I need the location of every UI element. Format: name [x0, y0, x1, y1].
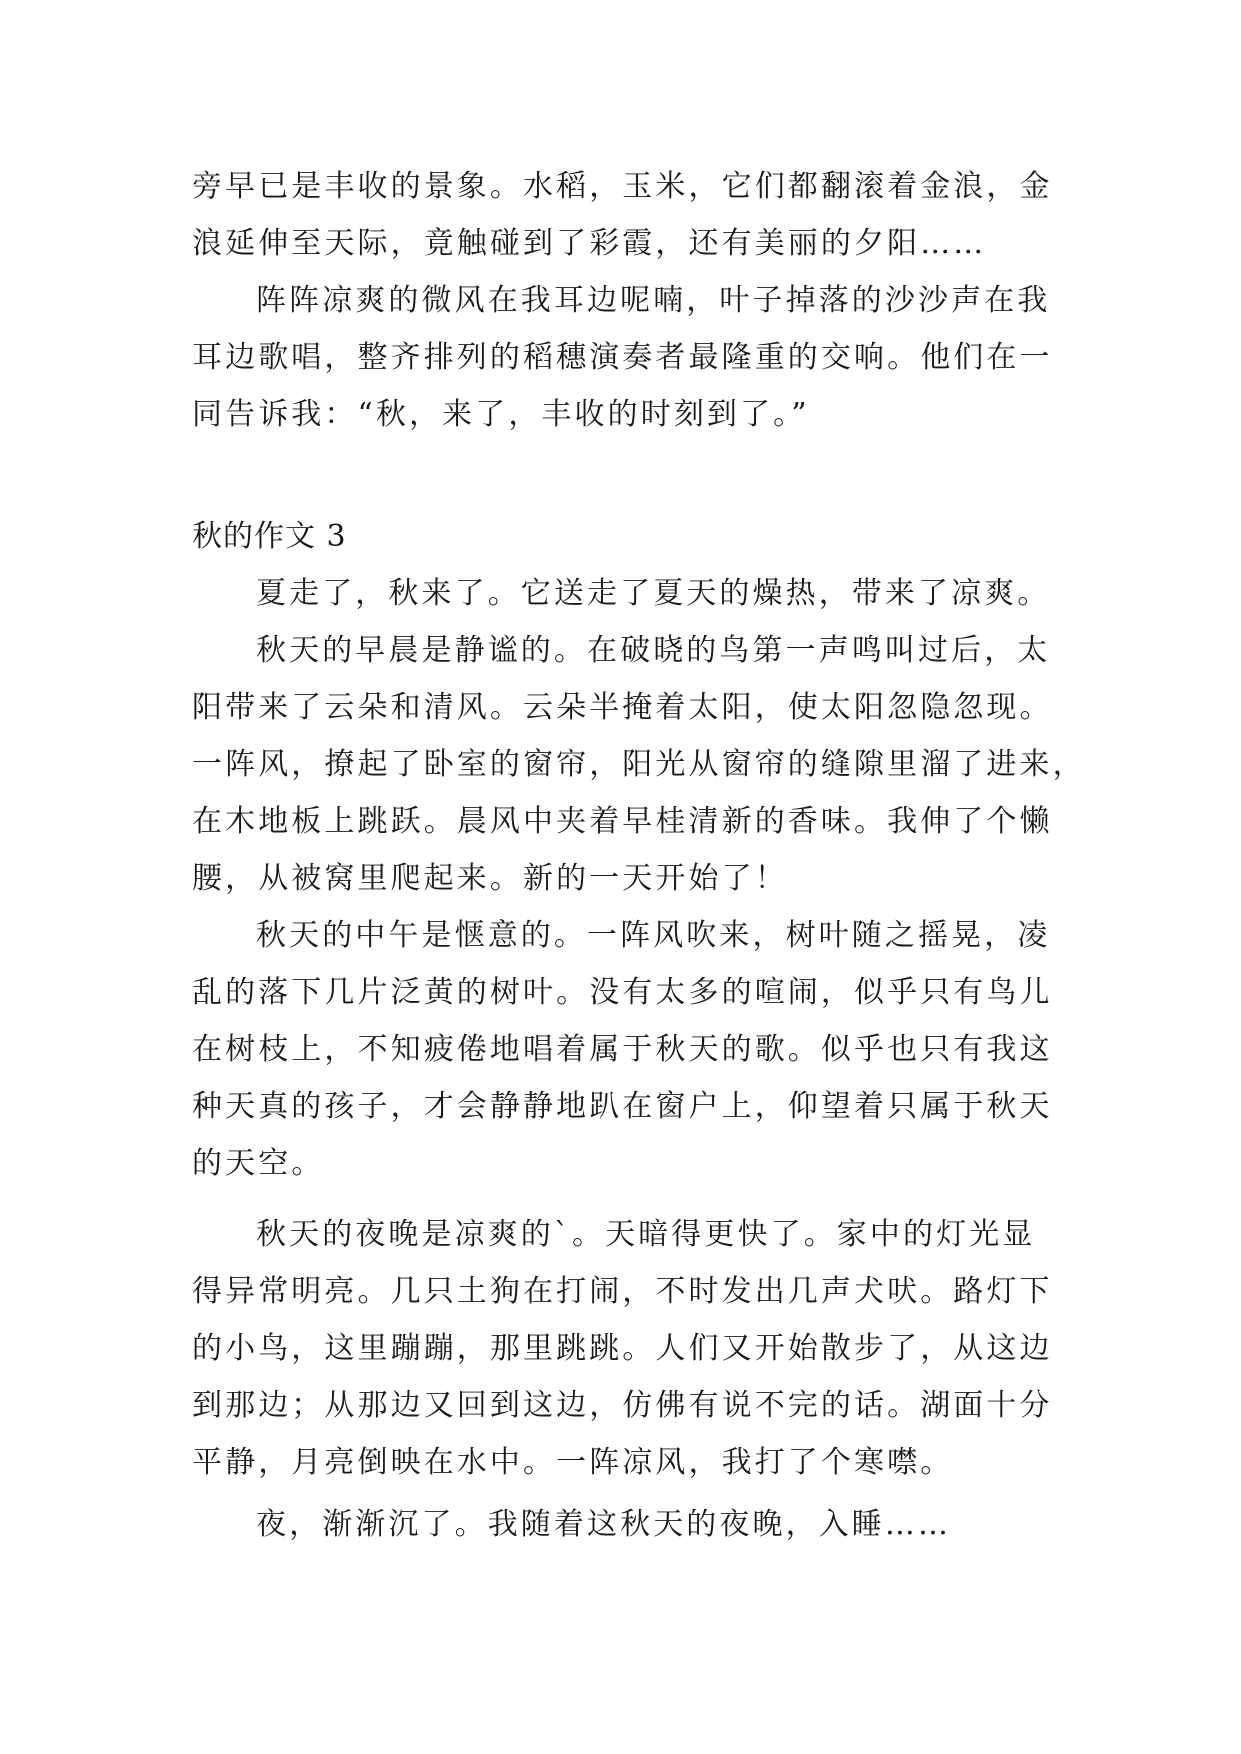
paragraph-line: 秋天的早晨是静谧的。在破晓的鸟第一声鸣叫过后，太	[256, 633, 1051, 668]
paragraph-line: 在树枝上，不知疲倦地唱着属于秋天的歌。似乎也只有我这	[192, 1032, 1053, 1067]
paragraph-line: 腰，从被窝里爬起来。新的一天开始了！	[192, 861, 788, 896]
paragraph-line: 的小鸟，这里蹦蹦，那里跳跳。人们又开始散步了，从这边	[192, 1331, 1053, 1366]
paragraph-line: 得异常明亮。几只土狗在打闹，不时发出几声犬吠。路灯下	[192, 1274, 1053, 1309]
paragraph-line: 耳边歌唱，整齐排列的稻穗演奏者最隆重的交响。他们在一	[192, 340, 1053, 375]
paragraph-line: 阳带来了云朵和清风。云朵半掩着太阳，使太阳忽隐忽现。	[192, 690, 1053, 725]
paragraph-line: 浪延伸至天际，竟触碰到了彩霞，还有美丽的夕阳……	[192, 226, 987, 261]
paragraph-line: 平静，月亮倒映在水中。一阵凉风，我打了个寒噤。	[192, 1445, 954, 1480]
paragraph-line: 在木地板上跳跃。晨风中夹着早桂清新的香味。我伸了个懒	[192, 804, 1053, 839]
paragraph-line: 秋天的中午是惬意的。一阵风吹来，树叶随之摇晃，凌	[256, 918, 1051, 953]
essay-title: 秋的作文 3	[192, 519, 347, 554]
paragraph-line: 旁早已是丰收的景象。水稻，玉米，它们都翻滚着金浪，金	[192, 169, 1053, 204]
paragraph-line: 乱的落下几片泛黄的树叶。没有太多的喧闹，似乎只有鸟儿	[192, 975, 1053, 1010]
paragraph-line: 阵阵凉爽的微风在我耳边呢喃，叶子掉落的沙沙声在我	[256, 283, 1051, 318]
paragraph-line: 种天真的孩子，才会静静地趴在窗户上，仰望着只属于秋天	[192, 1089, 1053, 1124]
paragraph-line: 夜，渐渐沉了。我随着这秋天的夜晚，入睡……	[256, 1507, 952, 1542]
paragraph-line: 到那边；从那边又回到这边，仿佛有说不完的话。湖面十分	[192, 1388, 1053, 1423]
paragraph-line: 秋天的夜晚是凉爽的`。天暗得更快了。家中的灯光显	[256, 1217, 1036, 1252]
paragraph-line: 夏走了，秋来了。它送走了夏天的燥热，带来了凉爽。	[256, 576, 1051, 611]
paragraph-line: 同告诉我：“秋，来了，丰收的时刻到了。”	[192, 397, 810, 432]
paragraph-line: 的天空。	[192, 1146, 325, 1181]
paragraph-line: 一阵风，撩起了卧室的窗帘，阳光从窗帘的缝隙里溜了进来，	[192, 747, 1086, 782]
